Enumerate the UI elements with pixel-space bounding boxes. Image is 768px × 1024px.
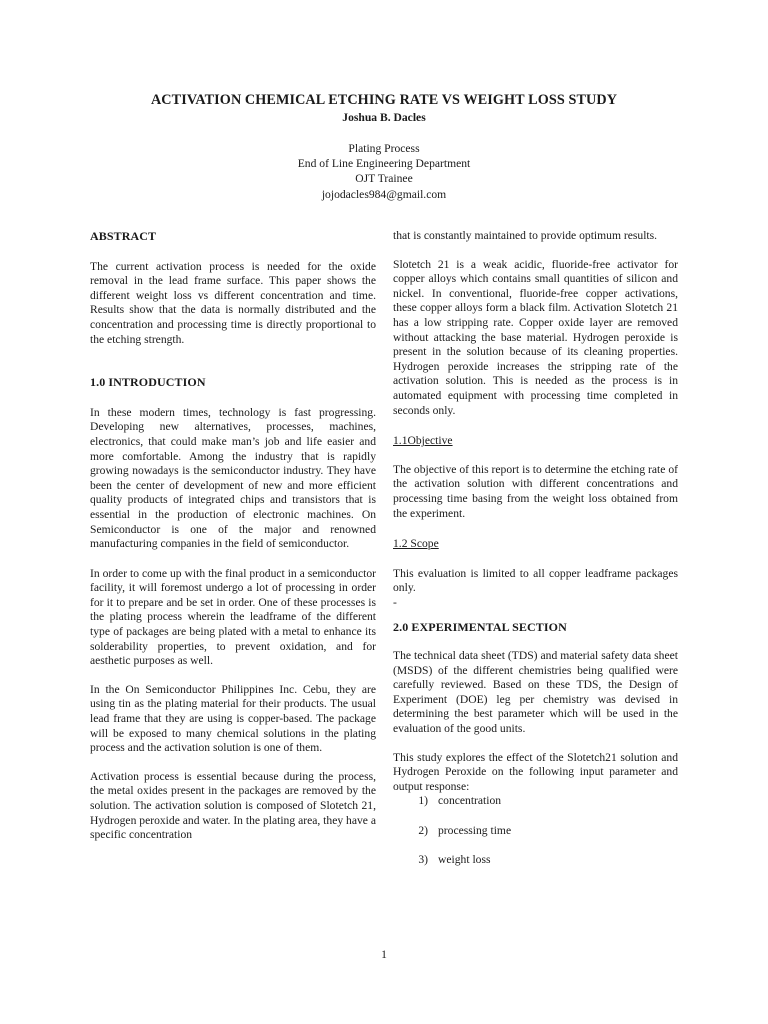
introduction-heading: 1.0 INTRODUCTION xyxy=(90,375,206,390)
objective-heading: 1.1Objective xyxy=(393,434,453,448)
right-column xyxy=(393,229,678,867)
slotetch-paragraph: Slotetch 21 is a weak acidic, fluoride-free activator for copper alloys which contains small quantities of silicon and nickel. In conventional, fluoride-free copper activations, these copper alloys form a black film. Activation Slotetch 21 has a low stripping rate. Copper oxide layer are removed without attacking the base material. Hydrogen peroxide is present in the solution because of its cleaning properties. Hydrogen peroxide increases the stripping rate of the activation solution. This is needed as the process is in automated equipment with processing time completed in seconds only. xyxy=(393,257,678,417)
author-name: Joshua B. Dacles xyxy=(342,111,426,124)
intro-paragraph-1: In these modern times, technology is fast progressing. Developing new alternatives, processes, machines, electronics, that could make man’s job and life easier and more comfortable. Among the industry that is rapidly growing nowadays is the semiconductor industry. They have been the center of development of new and more efficient quality products of integrated chips and transistors that is essential in the production of electronic machines. On Semiconductor is one of the major and renowned manufacturing companies in the field of semiconductor. xyxy=(90,405,376,551)
intro-paragraph-2: In order to come up with the final product in a semiconductor facility, it will foremost undergo a lot of processing in order for it to prepare and be set in order. One of these processes is the plating process wherein the leadframe of the different type of packages are being plated with a metal to enhance its solderability properties, to prevent oxidation, and for aesthetic purposes as well. xyxy=(90,566,376,668)
scope-text: This evaluation is limited to all copper leadframe packages only. xyxy=(393,566,678,595)
parameter-item xyxy=(393,794,678,809)
list-label: concentration xyxy=(438,794,502,808)
parameter-item xyxy=(393,824,678,839)
list-label: weight loss xyxy=(438,852,491,866)
scope-heading: 1.2 Scope xyxy=(393,537,439,551)
experimental-paragraph-1: The technical data sheet (TDS) and material safety data sheet (MSDS) of the different chemistries being qualified were carefully reviewed. Based on these TDS, the Design of Experiment (DOE) leg per chemistry was devised in determining the best parameter which will be used in the evaluation of the good units. xyxy=(393,649,678,736)
affiliation-department: End of Line Engineering Department xyxy=(297,157,471,171)
affiliation-role: OJT Trainee xyxy=(355,172,413,186)
list-number: 2) xyxy=(418,823,428,837)
experimental-heading: 2.0 EXPERIMENTAL SECTION xyxy=(393,620,567,635)
author-email: jojodacles984@gmail.com xyxy=(321,187,447,201)
abstract-heading: ABSTRACT xyxy=(90,229,157,243)
left-column xyxy=(90,229,376,843)
abstract-text: The current activation process is needed for the oxide removal in the lead frame surface. This paper shows the different weight loss vs different concentration and time. Results show that the data is normally distributed and the concentration and processing time is directly proportional to the etching strength. xyxy=(90,259,376,346)
list-label: processing time xyxy=(438,823,512,837)
intro-paragraph-3: In the On Semiconductor Philippines Inc. Cebu, they are using tin as the plating material for their products. The usual lead frame that they are using is copper-based. The package will be exposed to many chemical solutions in the plating process and the activation solution is one of them. xyxy=(90,682,376,755)
affiliation-block xyxy=(0,141,768,202)
page-number: 1 xyxy=(381,948,387,961)
parameter-list xyxy=(393,794,678,867)
list-number: 1) xyxy=(418,794,428,808)
stray-dash: - xyxy=(393,595,397,609)
parameter-item xyxy=(393,853,678,868)
objective-text: The objective of this report is to determine the etching rate of the activation solution with different concentrations and processing time basing from the weight loss obtained from the experiment. xyxy=(393,462,678,520)
paper-title: ACTIVATION CHEMICAL ETCHING RATE VS WEIGHT LOSS STUDY xyxy=(150,92,618,108)
experimental-paragraph-2: This study explores the effect of the Slotetch21 solution and Hydrogen Peroxide on the following input parameter and output response: xyxy=(393,750,678,793)
intro-paragraph-4-continued: that is constantly maintained to provide optimum results. xyxy=(393,229,658,242)
affiliation-process: Plating Process xyxy=(348,142,420,155)
list-number: 3) xyxy=(418,852,428,866)
intro-paragraph-4: Activation process is essential because during the process, the metal oxides present in the packages are removed by the solution. The activation solution is composed of Slotetch 21, Hydrogen peroxide and water. In the plating area, they have a specific concentration xyxy=(90,769,376,842)
